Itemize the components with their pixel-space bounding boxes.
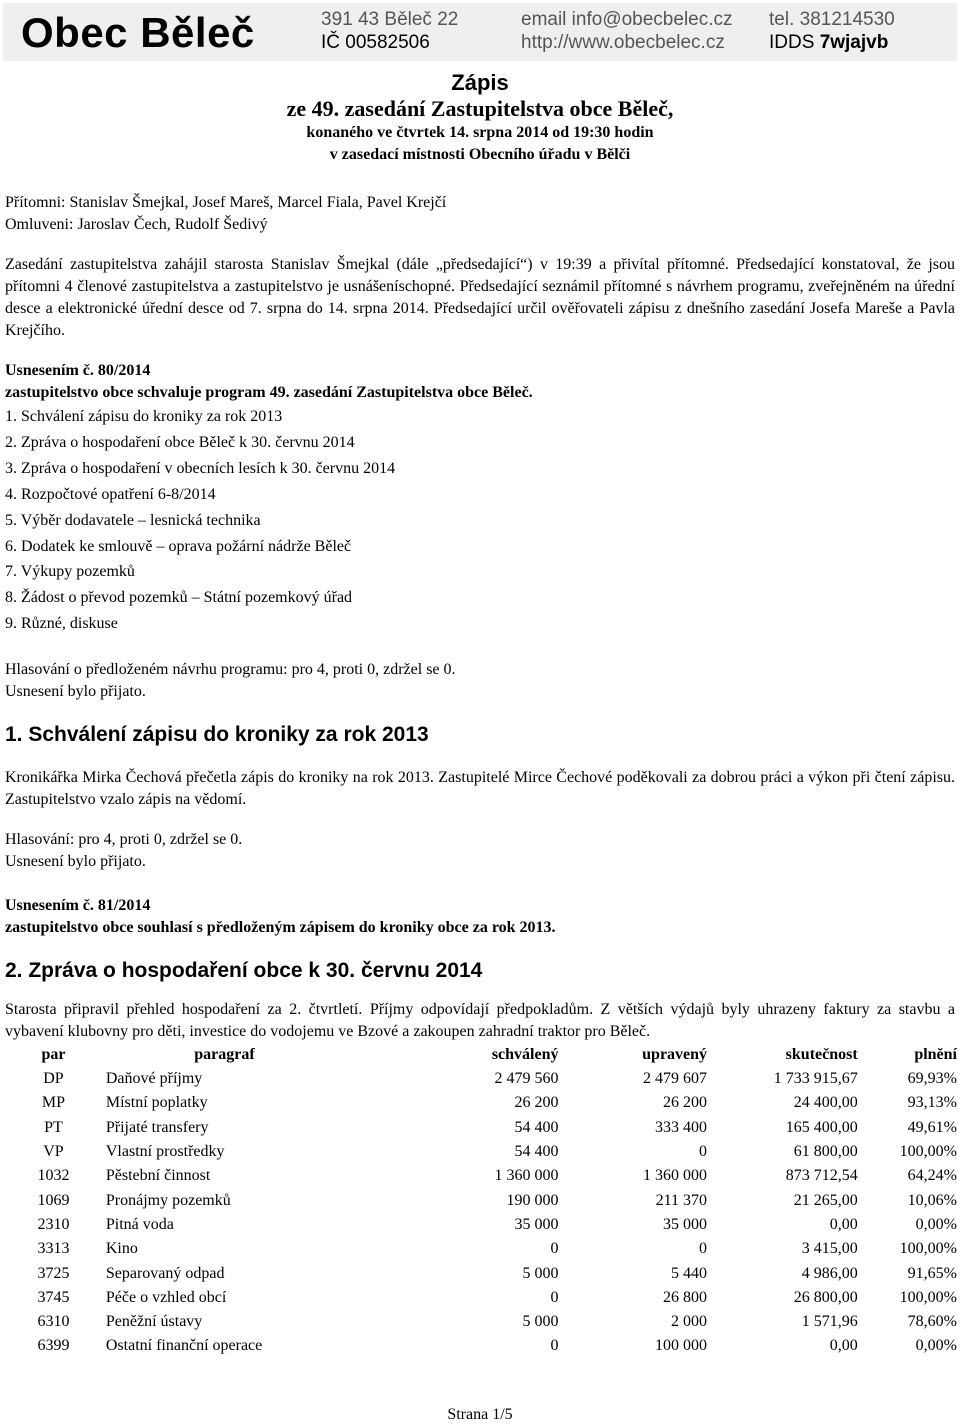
program-item: 1. Schválení zápisu do kroniky za rok 2013 — [5, 408, 283, 425]
budget-table — [5, 1043, 957, 1359]
cell-fulfillment: 100,00% — [899, 1288, 957, 1306]
resolution-81-text: zastupitelstvo obce souhlasí s předloženým zápisem do kroniky obce za rok 2013. — [5, 919, 556, 937]
document-body — [5, 192, 955, 1359]
cell-fulfillment: 91,65% — [907, 1264, 957, 1282]
program-item: 8. Žádost o převod pozemků – Státní pozemkový úřad — [5, 589, 353, 607]
cell-approved: 1 360 000 — [494, 1167, 559, 1185]
section-1-accepted: Usnesení bylo přijato. — [5, 853, 146, 871]
cell-actual: 21 265,00 — [793, 1191, 858, 1209]
program-item: 5. Výběr dodavatele – lesnická technika — [5, 511, 261, 529]
table-row — [5, 1116, 957, 1140]
cell-fulfillment: 10,06% — [907, 1191, 957, 1209]
phone: tel. 381214530 — [769, 9, 895, 30]
cell-adjusted: 0 — [699, 1143, 708, 1161]
cell-adjusted: 333 400 — [655, 1118, 708, 1136]
col-header-actual: skutečnost — [785, 1046, 858, 1064]
cell-paragraf: Místní poplatky — [105, 1094, 208, 1112]
program-accepted: Usnesení bylo přijato. — [5, 683, 146, 701]
title-date: konaného ve čtvrtek 14. srpna 2014 od 19:30 hodin — [306, 124, 654, 141]
cell-actual: 4 986,00 — [801, 1264, 858, 1282]
contact-column — [521, 8, 733, 54]
col-header-par: par — [41, 1046, 66, 1064]
cell-paragraf: Ostatní finanční operace — [105, 1337, 263, 1355]
cell-approved: 5 000 — [522, 1313, 559, 1331]
cell-paragraf: Pitná voda — [105, 1215, 174, 1233]
attendance-excused: Omluveni: Jaroslav Čech, Rudolf Šedivý — [5, 216, 268, 233]
cell-approved: 0 — [550, 1288, 559, 1306]
website-link[interactable]: http://www.obecbelec.cz — [521, 32, 725, 53]
title-meeting: ze 49. zasedání Zastupitelstva obce Běleč, — [286, 96, 674, 121]
cell-actual: 24 400,00 — [793, 1094, 858, 1112]
cell-actual: 0,00 — [829, 1337, 858, 1355]
cell-adjusted: 1 360 000 — [643, 1167, 708, 1185]
cell-paragraf: Péče o vzhled obcí — [105, 1288, 227, 1306]
document-title — [0, 70, 960, 166]
cell-adjusted: 2 479 607 — [643, 1070, 708, 1088]
table-header-row — [5, 1043, 957, 1067]
cell-approved: 26 200 — [514, 1094, 559, 1112]
title-place: v zasedací místnosti Obecního úřadu v Bělči — [329, 146, 631, 163]
cell-approved: 190 000 — [506, 1191, 559, 1209]
cell-fulfillment: 100,00% — [899, 1240, 957, 1258]
col-header-adjusted: upravený — [642, 1046, 708, 1064]
cell-actual: 1 733 915,67 — [773, 1070, 858, 1088]
cell-actual: 1 571,96 — [801, 1313, 858, 1331]
cell-approved: 54 400 — [514, 1118, 559, 1136]
cell-fulfillment: 0,00% — [915, 1215, 957, 1233]
cell-actual: 26 800,00 — [793, 1288, 858, 1306]
cell-adjusted: 0 — [699, 1240, 708, 1258]
cell-paragraf: Daňové příjmy — [105, 1070, 203, 1088]
cell-paragraf: Pěstební činnost — [105, 1167, 211, 1185]
letterhead — [3, 3, 957, 61]
cell-par: 6399 — [37, 1337, 70, 1355]
table-row — [5, 1091, 957, 1115]
program-item: 3. Zpráva o hospodaření v obecních lesích k 30. červnu 2014 — [5, 459, 396, 477]
cell-actual: 873 712,54 — [785, 1167, 858, 1185]
cell-par: 3313 — [37, 1240, 70, 1258]
table-row — [5, 1262, 957, 1286]
cell-par: 3745 — [37, 1288, 70, 1306]
cell-paragraf: Peněžní ústavy — [105, 1313, 203, 1331]
table-row — [5, 1334, 957, 1358]
municipality-name: Obec Běleč — [21, 9, 255, 56]
col-header-fulfillment: plnění — [914, 1046, 957, 1064]
cell-par: VP — [43, 1143, 64, 1161]
col-header-approved: schválený — [491, 1046, 559, 1064]
company-id: IČ 00582506 — [321, 32, 430, 53]
cell-fulfillment: 100,00% — [899, 1143, 957, 1161]
program-item: 7. Výkupy pozemků — [5, 563, 135, 581]
cell-approved: 35 000 — [514, 1215, 559, 1233]
cell-adjusted: 26 200 — [663, 1094, 708, 1112]
cell-actual: 61 800,00 — [793, 1143, 858, 1161]
cell-adjusted: 211 370 — [655, 1191, 708, 1209]
program-item: 9. Různé, diskuse — [5, 615, 118, 633]
cell-par: 2310 — [37, 1215, 70, 1233]
section-1-text: Kronikářka Mirka Čechová přečetla zápis do kroniky na rok 2013. Zastupitelé Mirce Čechové poděkovali za dobrou práci a výkon při čtení zápisu. Zastupitelstvo vzalo zápis na vědomí. — [5, 769, 955, 809]
cell-par: 1032 — [37, 1167, 70, 1185]
program-item: 2. Zpráva o hospodaření obce Běleč k 30. červnu 2014 — [5, 433, 355, 451]
program-item: 6. Dodatek ke smlouvě – oprava požární nádrže Běleč — [5, 537, 352, 555]
cell-approved: 5 000 — [522, 1264, 559, 1282]
cell-fulfillment: 69,93% — [907, 1070, 957, 1088]
section-1-vote: Hlasování: pro 4, proti 0, zdržel se 0. — [5, 831, 243, 849]
program-vote: Hlasování o předloženém návrhu programu: pro 4, proti 0, zdržel se 0. — [5, 661, 456, 679]
program-item: 4. Rozpočtové opatření 6-8/2014 — [5, 485, 216, 503]
program-list — [5, 404, 955, 637]
col-header-paragraf: paragraf — [194, 1046, 255, 1064]
table-row — [5, 1189, 957, 1213]
cell-approved: 0 — [550, 1240, 559, 1258]
section-1-heading: 1. Schválení zápisu do kroniky za rok 2013 — [5, 723, 429, 747]
cell-paragraf: Pronájmy pozemků — [105, 1191, 231, 1209]
phone-column — [769, 8, 895, 54]
cell-par: 1069 — [37, 1191, 70, 1209]
intro-paragraph: Zasedání zastupitelstva zahájil starosta Stanislav Šmejkal (dále „předsedající“) v 19:39 a přivítal přítomné. Předsedající konstatoval, že jsou přítomni 4 členové zastupitelstva a zastupitelstvo je usnášeníschopné. Předsedající seznámil přítomné s návrhem programu, zveřejněném na úřední desce a elektronické úřední desce od 7. srpna do 14. srpna 2014. Předsedající určil ověřovateli zápisu z dnešního zasedání Josefa Mareše a Pavla Krejčího. — [5, 256, 955, 339]
table-row — [5, 1310, 957, 1334]
cell-par: PT — [44, 1118, 63, 1136]
cell-actual: 0,00 — [829, 1215, 858, 1233]
cell-fulfillment: 0,00% — [915, 1337, 957, 1355]
cell-adjusted: 26 800 — [663, 1288, 708, 1306]
table-row — [5, 1164, 957, 1188]
idds-code: 7wjajvb — [819, 32, 889, 53]
page-number: Strana 1/5 — [447, 1406, 513, 1423]
address-column — [321, 8, 458, 54]
resolution-80-text: zastupitelstvo obce schvaluje program 49. zasedání Zastupitelstva obce Běleč. — [5, 384, 533, 401]
cell-actual: 165 400,00 — [785, 1118, 858, 1136]
cell-approved: 0 — [550, 1337, 559, 1355]
table-body — [5, 1067, 957, 1359]
cell-paragraf: Kino — [105, 1240, 138, 1258]
cell-fulfillment: 64,24% — [907, 1167, 957, 1185]
cell-paragraf: Přijaté transfery — [105, 1118, 209, 1136]
cell-adjusted: 35 000 — [663, 1215, 708, 1233]
cell-fulfillment: 78,60% — [907, 1313, 957, 1331]
title-main: Zápis — [451, 70, 509, 95]
table-row — [5, 1286, 957, 1310]
cell-paragraf: Vlastní prostředky — [105, 1143, 225, 1161]
table-row — [5, 1140, 957, 1164]
resolution-80-label: Usnesením č. 80/2014 — [5, 362, 151, 379]
cell-approved: 2 479 560 — [494, 1070, 559, 1088]
cell-adjusted: 100 000 — [655, 1337, 708, 1355]
address: 391 43 Běleč 22 — [321, 9, 459, 30]
cell-approved: 54 400 — [514, 1143, 559, 1161]
cell-paragraf: Separovaný odpad — [105, 1264, 225, 1282]
table-row — [5, 1067, 957, 1091]
table-row — [5, 1237, 957, 1261]
section-2-text: Starosta připravil přehled hospodaření za 2. čtvrtletí. Příjmy odpovídají předpokladům. Z větších výdajů byly uhrazeny faktury za stavbu a vybavení klubovny pro děti, investice do vodojemu ve Bzové a zakoupen zahradní traktor pro Běleč. — [5, 1001, 955, 1041]
cell-fulfillment: 49,61% — [907, 1118, 957, 1136]
cell-par: DP — [43, 1070, 64, 1088]
resolution-81-label: Usnesením č. 81/2014 — [5, 897, 151, 915]
cell-adjusted: 2 000 — [671, 1313, 708, 1331]
email: email info@obecbelec.cz — [521, 9, 733, 30]
cell-fulfillment: 93,13% — [907, 1094, 957, 1112]
cell-adjusted: 5 440 — [671, 1264, 708, 1282]
cell-actual: 3 415,00 — [801, 1240, 858, 1258]
cell-par: MP — [41, 1094, 65, 1112]
table-row — [5, 1213, 957, 1237]
cell-par: 3725 — [37, 1264, 70, 1282]
attendance-present: Přítomni: Stanislav Šmejkal, Josef Mareš, Marcel Fiala, Pavel Krejčí — [5, 194, 447, 211]
data-box — [769, 31, 895, 54]
section-2-heading: 2. Zpráva o hospodaření obce k 30. červnu 2014 — [5, 959, 483, 983]
idds-label: IDDS — [769, 32, 815, 53]
cell-par: 6310 — [37, 1313, 70, 1331]
